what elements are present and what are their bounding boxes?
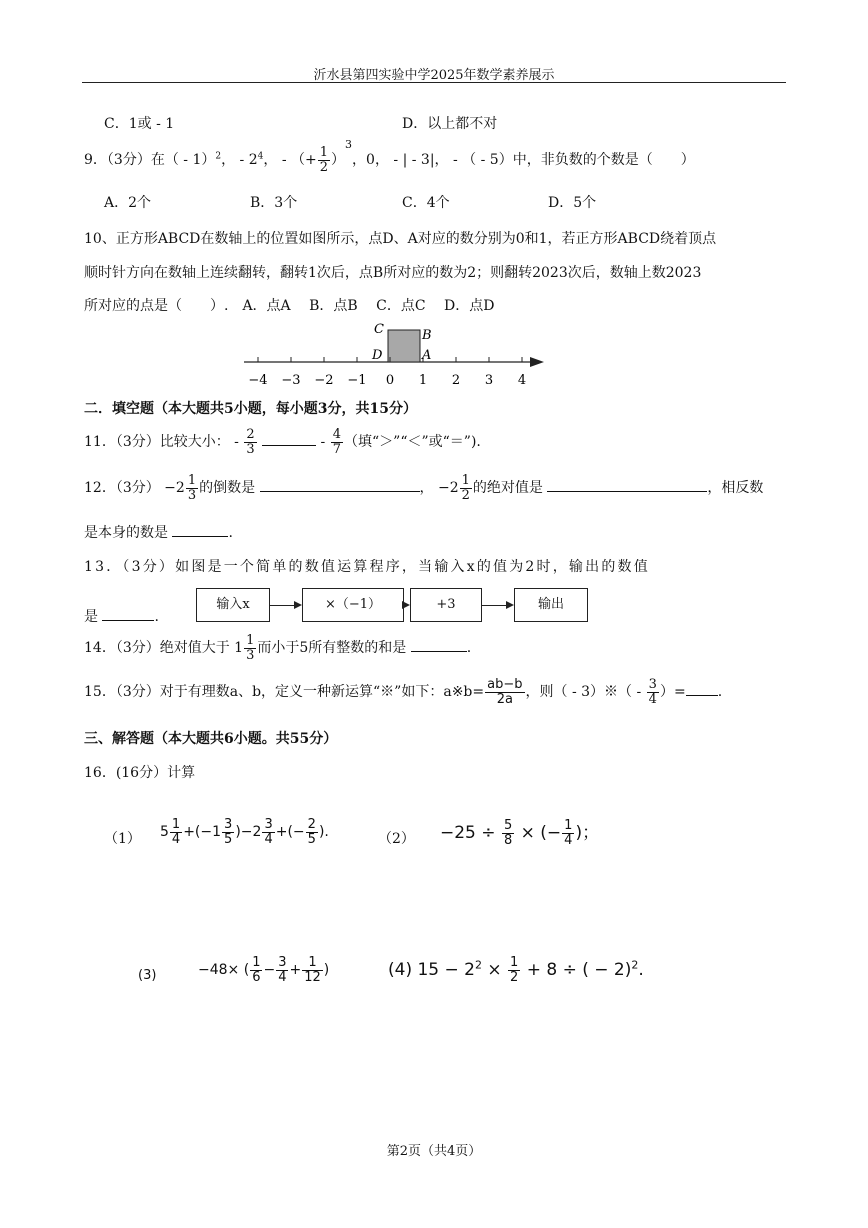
tick-label: 4 xyxy=(517,373,527,388)
q9-fraction: $\frac{1}{2}$ xyxy=(319,145,329,175)
section-3-heading: 三、解答题（本大题共6小题。共55分） xyxy=(84,731,338,747)
tick-label: 0 xyxy=(385,373,395,388)
flow-arrow-1 xyxy=(270,605,300,606)
q14-blank xyxy=(411,651,467,652)
number-line-figure xyxy=(236,318,556,390)
q13-line2: 是 . xyxy=(84,609,159,625)
q15-blank xyxy=(686,695,718,696)
q16-p2-label: （2） xyxy=(378,831,415,847)
flow-box-add3: +3 xyxy=(410,588,482,622)
q12-blank-3 xyxy=(172,536,228,537)
flow-box-input: 输入x xyxy=(196,588,270,622)
q12-line2: 是本身的数是 . xyxy=(84,525,233,541)
page-footer: 第2页（共4页） xyxy=(386,1144,482,1159)
q13-blank xyxy=(102,620,154,621)
section-2-heading: 二．填空题（本大题共5小题，每小题3分，共15分） xyxy=(84,401,417,417)
flow-arrow-2 xyxy=(404,605,408,606)
flow-box-output: 输出 xyxy=(514,588,588,622)
tick-label: −3 xyxy=(281,373,301,388)
tick-label: 2 xyxy=(451,373,461,388)
tick-label: −4 xyxy=(248,373,268,388)
q16-p2-expression: −25 ÷ $\frac{5}{8}$ × (− $\frac{1}{4}$ )； xyxy=(440,817,600,848)
label-c: C xyxy=(374,322,384,337)
q8-option-d: D．以上都不对 xyxy=(402,116,498,132)
q16-p4-expression: (4) $15 - 2^2$ × $\frac{1}{2}$ + 8 ÷ ( − 2)$^2$. xyxy=(388,955,644,985)
q12-blank-1 xyxy=(260,491,420,492)
q10-line2: 顺时针方向在数轴上连续翻转，翻转1次后，点B所对应的数为2；则翻转2023次后，数轴上数2023 xyxy=(84,265,702,281)
label-b: B xyxy=(422,328,432,343)
flow-box-negate: ×（−1） xyxy=(302,588,404,622)
q9-option-c: C．4个 xyxy=(402,195,450,211)
tick-label: −2 xyxy=(314,373,334,388)
q11: 11．（3分）比较大小： - $\frac{2}{3}$ - $\frac{4}{7}$ （填“＞”“＜”或“＝”). xyxy=(84,427,481,457)
q9-option-a: A．2个 xyxy=(104,195,152,211)
q9-option-b: B．3个 xyxy=(250,195,298,211)
square-abcd xyxy=(388,330,420,362)
q16-p1-label: （1） xyxy=(104,831,141,847)
tick-label: −1 xyxy=(347,373,367,388)
q16-p3-label: (3) xyxy=(138,968,157,983)
q16-p1-expression: 5 $\frac{1}{4}$ +(−1 $\frac{3}{5}$ )−2 $\frac{3}{4}$ +(− $\frac{2}{5}$ ). xyxy=(160,817,329,847)
q8-option-c: C．1或 - 1 xyxy=(104,116,175,132)
q14: 14．（3分）绝对值大于 1 $\frac{1}{3}$ 而小于5所有整数的和是 . xyxy=(84,633,472,663)
q12-blank-2 xyxy=(547,491,707,492)
q10-line1: 10、正方形ABCD在数轴上的位置如图所示，点D、A对应的数分别为0和1，若正方形ABCD绕着顶点 xyxy=(84,231,717,247)
flow-arrow-3 xyxy=(482,605,512,606)
q10-line3: 所对应的点是（ ）. A．点A B．点B C．点C D．点D xyxy=(84,298,495,314)
q9-option-d: D．5个 xyxy=(548,195,597,211)
label-a: A xyxy=(422,348,432,363)
header-rule xyxy=(82,82,786,83)
tick-label: 1 xyxy=(418,373,428,388)
q16-title: 16．(16分）计算 xyxy=(84,765,196,781)
q12: 12．（3分） −2 $\frac{1}{3}$ 的倒数是 ， −2 $\frac{1}{2}$ 的绝对值是 ，相反数 xyxy=(84,473,764,503)
label-d: D xyxy=(372,348,383,363)
number-line-arrow xyxy=(530,357,544,367)
q15: 15．（3分）对于有理数a、b，定义一种新运算“※”如下：a※b= $\frac{ab-b}{2a}$ ，则（ - 3）※（ - $\frac{3}{4}$ ）= . xyxy=(84,677,723,707)
q11-answer-blank xyxy=(262,445,316,446)
q9-stem: 9．（3分）在（ - 1）$^2$， - $2^4$， - （+ $\frac{1}{2}$ ）$^3$，0， - | - 3|， - （ - 5）中，非负数的个数是（ ） xyxy=(84,138,695,175)
q13-line1: 13．（3分）如图是一个简单的数值运算程序，当输入x的值为2时，输出的数值 xyxy=(84,559,650,575)
q16-p3-expression: −48× ( $\frac{1}{6}$ − $\frac{3}{4}$ + $\frac{1}{12}$ ) xyxy=(198,955,330,985)
tick-label: 3 xyxy=(484,373,494,388)
page-header: 沂水县第四实验中学2025年数学素养展示 xyxy=(313,68,555,83)
